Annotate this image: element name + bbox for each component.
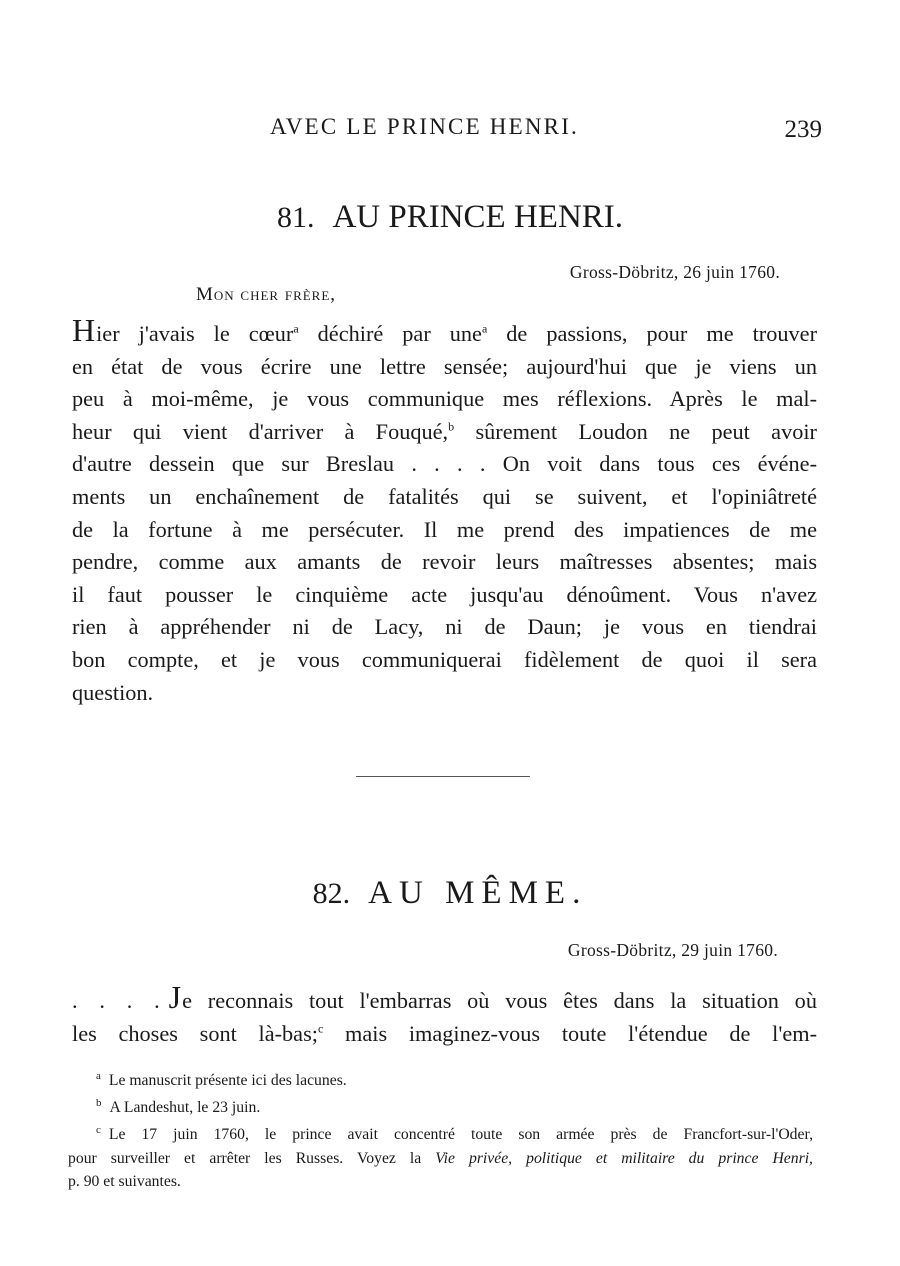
footnote-ref-a: a: [481, 321, 488, 336]
drop-cap: J: [168, 979, 182, 1015]
text-fragment: déchiré par une: [298, 321, 482, 346]
text-line: [72, 416, 817, 449]
footnote-a: [68, 1065, 813, 1092]
letter-82-dateline: Gross-Döbritz, 29 juin 1760.: [567, 940, 778, 960]
letter-81-title: AU PRINCE HENRI.: [332, 199, 624, 235]
text-fragment: e reconnais tout l'embarras où vous êtes dans la situation où: [182, 988, 817, 1013]
footnotes: [68, 1065, 813, 1193]
footnote-marker: b: [96, 1097, 102, 1110]
text-line: peu à moi-même, je vous communique mes réflexions. Après le mal-: [72, 386, 817, 412]
section-divider: [356, 776, 530, 777]
footnote-text: Le manuscrit présente ici des lacunes.: [108, 1072, 347, 1090]
footnote-ref-c: c: [317, 1021, 324, 1036]
text-line: en état de vous écrire une lettre sensée; aujourd'hui que je viens un: [72, 353, 817, 379]
footnote-ref-a: a: [293, 321, 299, 336]
footnote-b: [68, 1092, 813, 1119]
footnote-c-continued: p. 90 et suivantes.: [68, 1172, 181, 1190]
page-number: 239: [784, 116, 822, 143]
letter-81-heading: [0, 199, 900, 236]
text-line: il faut pousser le cinquième acte jusqu'au dénoûment. Vous n'avez: [72, 581, 817, 607]
letter-81-dateline: Gross-Döbritz, 26 juin 1760.: [569, 262, 780, 282]
letter-82-heading: [0, 875, 900, 912]
text-line: ments un enchaînement de fatalités qui se suivent, et l'opiniâtreté: [72, 483, 817, 509]
footnote-c: [68, 1119, 813, 1146]
text-line: [72, 312, 817, 351]
text-line: [72, 979, 817, 1018]
footnote-ref-b: b: [448, 419, 455, 434]
letter-81-body: [72, 312, 817, 709]
text-line: rien à appréhender ni de Lacy, ni de Daun; je vous en tiendrai: [72, 614, 817, 640]
footnote-marker: a: [96, 1070, 101, 1082]
text-fragment: sûrement Loudon ne peut avoir: [454, 418, 817, 444]
letter-82-body: [72, 979, 817, 1050]
letter-81-salutation: Mon cher frère,: [196, 284, 337, 305]
footnote-text: pour surveiller et arrêter les Russes. Voyez la: [68, 1149, 436, 1167]
footnote-text: Le 17 juin 1760, le prince avait concentré toute son armée près de Francfort-sur-l'Oder,: [108, 1126, 813, 1144]
text-fragment: de passions, pour me trouver: [487, 321, 817, 346]
letter-82-title: AU MÊME.: [368, 875, 588, 911]
text-line: question.: [72, 679, 154, 705]
footnote-c-continued: [68, 1147, 813, 1170]
book-title: Vie privée, politique et militaire du prince Henri,: [435, 1149, 813, 1167]
ellipsis: . . . .: [72, 988, 163, 1013]
text-line: pendre, comme aux amants de revoir leurs maîtresses absentes; mais: [72, 549, 817, 575]
drop-cap: H: [72, 312, 96, 348]
footnote-text: A Landeshut, le 23 juin.: [109, 1099, 261, 1117]
running-title: AVEC LE PRINCE HENRI.: [270, 114, 580, 139]
text-line: [72, 1018, 817, 1051]
letter-82-number: 82.: [312, 877, 351, 910]
running-head: [0, 114, 900, 144]
text-fragment: heur qui vient d'arriver à Fouqué,: [72, 418, 449, 444]
text-fragment: mais imaginez-vous toute l'étendue de l'em-: [323, 1020, 817, 1046]
text-line: d'autre dessein que sur Breslau . . . . On voit dans tous ces événe-: [72, 451, 817, 477]
text-fragment: ier j'avais le cœur: [96, 321, 294, 346]
text-fragment: les choses sont là-bas;: [72, 1020, 318, 1046]
letter-81-number: 81.: [276, 201, 315, 234]
text-line: de la fortune à me persécuter. Il me prend des impatiences de me: [72, 516, 817, 542]
text-line: bon compte, et je vous communiquerai fidèlement de quoi il sera: [72, 646, 817, 672]
footnote-marker: c: [96, 1124, 101, 1137]
